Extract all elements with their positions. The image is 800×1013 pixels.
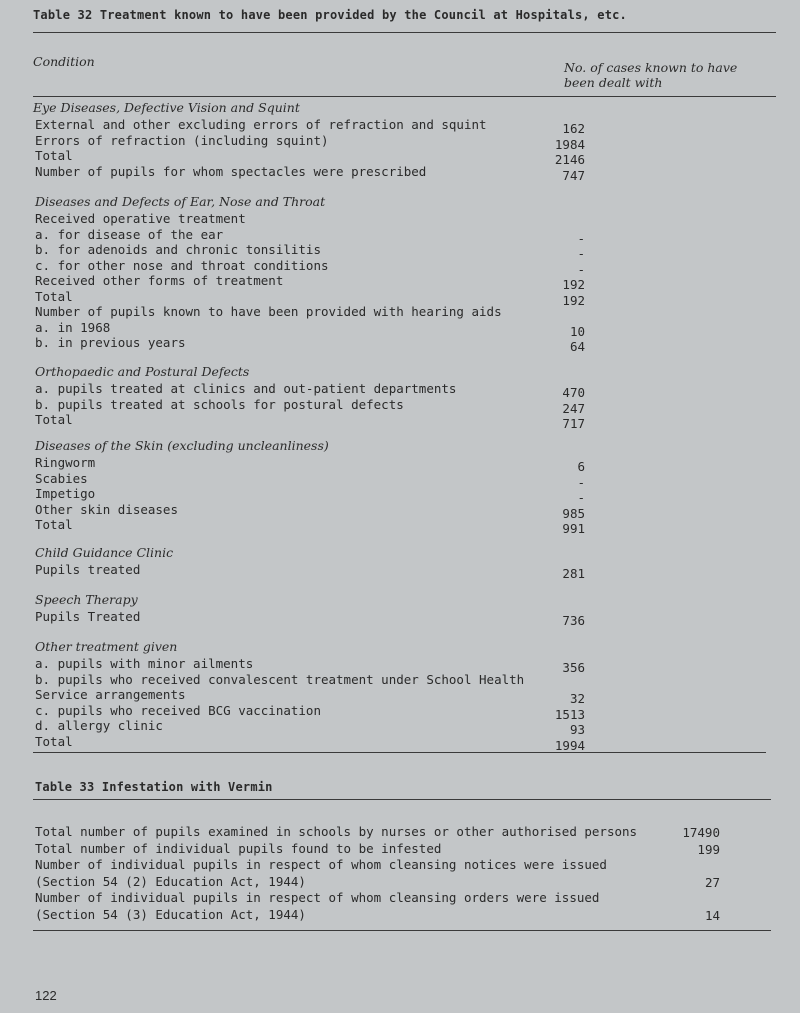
row-value: 17490 <box>682 825 720 840</box>
row-value: 93 <box>569 722 585 737</box>
row-value: 192 <box>562 277 585 292</box>
row-label: Total <box>35 733 73 749</box>
row-label: d. allergy clinic <box>35 718 163 733</box>
row-value: 64 <box>569 339 585 354</box>
row-label: b. pupils who received convalescent treatment under School Health <box>35 671 525 687</box>
table33-title: Table 33 Infestation with Vermin <box>35 780 273 794</box>
row-value: 736 <box>562 613 585 628</box>
row-label: Total <box>35 517 73 532</box>
row-value: 14 <box>704 907 720 923</box>
row-value: 1994 <box>554 737 585 753</box>
row-label: Number of individual pupils in respect of whom cleansing orders were issued <box>35 890 600 905</box>
row-label: Service arrangements <box>35 687 186 702</box>
row-value: 162 <box>562 121 585 136</box>
section-heading: Diseases of the Skin (excluding uncleanliness) <box>35 438 329 453</box>
table32-top-rule <box>33 32 776 33</box>
row-value: 356 <box>562 660 585 675</box>
row-value: 470 <box>562 385 585 400</box>
section-heading: Eye Diseases, Defective Vision and Squint <box>33 100 300 115</box>
row-label: a. pupils with minor ailments <box>35 656 254 671</box>
row-value: 1513 <box>554 706 585 722</box>
row-value: 247 <box>562 400 585 416</box>
row-label: Scabies <box>35 470 88 486</box>
row-label: Number of pupils for whom spectacles were prescribed <box>35 163 427 179</box>
row-label: (Section 54 (3) Education Act, 1944) <box>35 906 306 922</box>
row-label: Ringworm <box>35 455 96 470</box>
row-value: 991 <box>562 521 585 536</box>
row-label: Other skin diseases <box>35 501 178 517</box>
row-label: Total <box>35 148 73 163</box>
row-value: 717 <box>562 416 585 431</box>
row-label: a. pupils treated at clinics and out-patient departments <box>35 381 457 396</box>
section-heading: Speech Therapy <box>35 592 138 607</box>
row-label: c. for other nose and throat conditions <box>35 257 329 273</box>
row-label: b. for adenoids and chronic tonsilitis <box>35 242 321 257</box>
row-value: 2146 <box>554 152 585 167</box>
row-value: 6 <box>577 459 585 474</box>
table32-header-rule <box>33 96 776 97</box>
column-header-cases-line2: been dealt with <box>564 75 663 90</box>
row-label: Pupils Treated <box>35 609 141 624</box>
row-label: a. for disease of the ear <box>35 226 224 242</box>
row-value: 10 <box>569 323 585 339</box>
row-label: (Section 54 (2) Education Act, 1944) <box>35 873 306 889</box>
section-heading: Diseases and Defects of Ear, Nose and Throat <box>35 194 326 209</box>
row-value: 199 <box>697 841 720 857</box>
table33-bottom-rule <box>33 930 771 931</box>
row-label: Number of individual pupils in respect of whom cleansing notices were issued <box>35 857 607 872</box>
section-heading: Other treatment given <box>35 639 178 654</box>
row-label: Total number of individual pupils found to be infested <box>35 840 442 856</box>
row-label: Received operative treatment <box>35 211 246 226</box>
section-heading: Orthopaedic and Postural Defects <box>35 364 250 379</box>
table32-bottom-rule <box>33 752 766 753</box>
column-header-condition: Condition <box>33 54 95 69</box>
row-label: Errors of refraction (including squint) <box>35 132 329 148</box>
row-label: Number of pupils known to have been provided with hearing aids <box>35 304 502 319</box>
column-header-cases-line1: No. of cases known to have <box>564 60 738 75</box>
row-value: 985 <box>562 505 585 521</box>
row-label: a. in 1968 <box>35 319 111 335</box>
row-value: - <box>577 246 585 261</box>
row-value: - <box>577 261 585 277</box>
page-number: 122 <box>35 988 57 1003</box>
row-label: Total number of pupils examined in schools by nurses or other authorised persons <box>35 824 638 839</box>
section-heading: Child Guidance Clinic <box>35 545 174 560</box>
row-label: Pupils treated <box>35 562 141 577</box>
row-value: 1984 <box>554 136 585 152</box>
row-label: External and other excluding errors of refraction and squint <box>35 117 487 132</box>
row-label: Impetigo <box>35 486 96 501</box>
row-label: b. in previous years <box>35 335 186 350</box>
row-label: Received other forms of treatment <box>35 273 284 288</box>
row-value: 747 <box>562 167 585 183</box>
row-value: 192 <box>562 292 585 308</box>
table32-title: Table 32 Treatment known to have been provided by the Council at Hospitals, etc. <box>33 8 627 22</box>
row-value: - <box>577 474 585 490</box>
row-label: Total <box>35 412 73 427</box>
row-label: b. pupils treated at schools for postural defects <box>35 396 404 412</box>
row-label: Total <box>35 288 73 304</box>
row-value: 27 <box>704 874 720 890</box>
row-label: c. pupils who received BCG vaccination <box>35 702 321 718</box>
row-value: - <box>577 230 585 246</box>
row-value: 32 <box>569 691 585 706</box>
row-value: 281 <box>562 566 585 581</box>
row-value: - <box>577 490 585 505</box>
table33-top-rule <box>33 799 771 800</box>
